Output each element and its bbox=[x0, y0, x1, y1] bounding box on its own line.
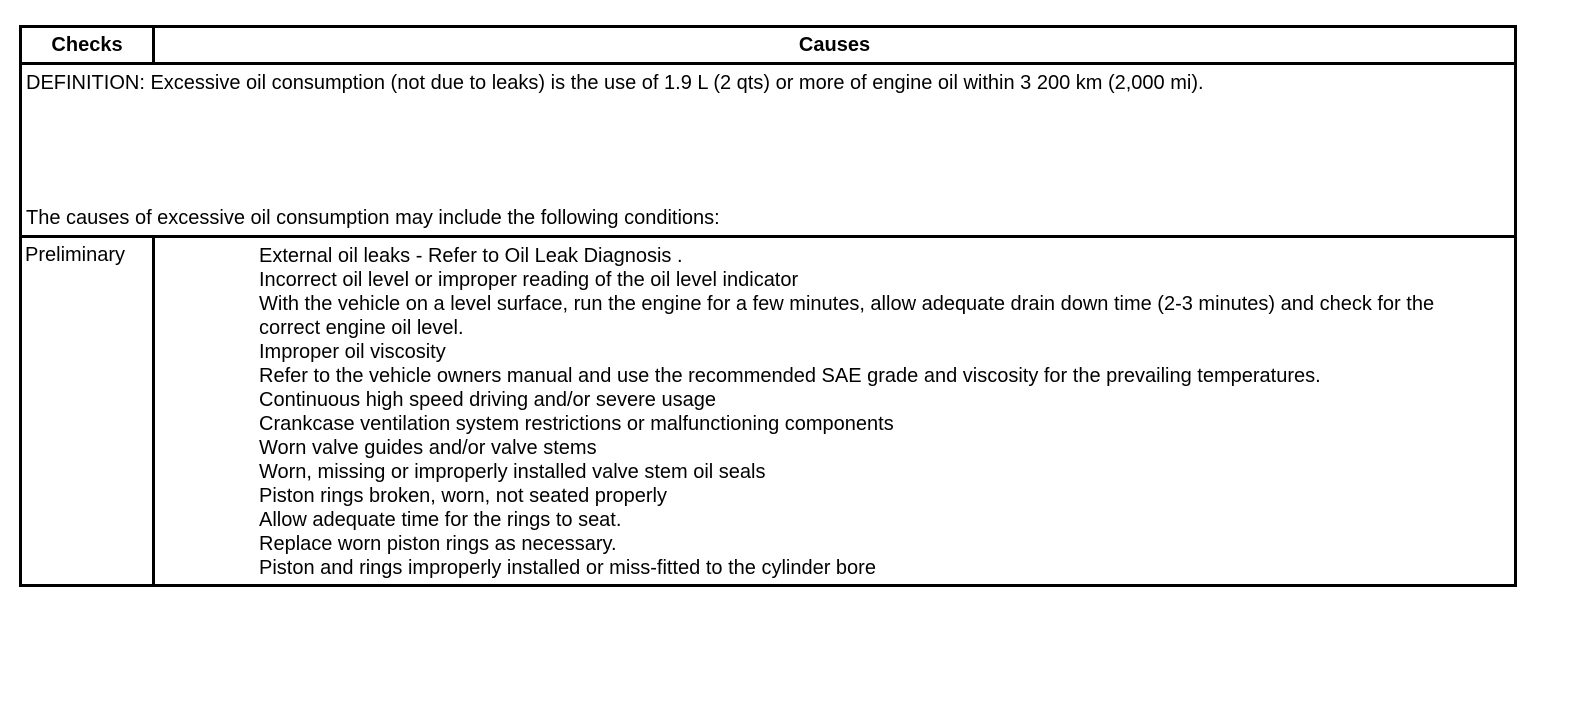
list-item: Refer to the vehicle owners manual and use the recommended SAE grade and viscosity for the prevailing temperatures. bbox=[259, 365, 1321, 387]
definition-cell bbox=[21, 64, 1516, 237]
checks-header: Checks bbox=[21, 27, 154, 64]
list-item: Continuous high speed driving and/or severe usage bbox=[259, 389, 716, 411]
list-item: Allow adequate time for the rings to seat. bbox=[259, 509, 622, 531]
list-item: Incorrect oil level or improper reading of the oil level indicator bbox=[259, 269, 799, 291]
table-row bbox=[21, 237, 1516, 586]
list-item: Crankcase ventilation system restrictions or malfunctioning components bbox=[259, 413, 894, 435]
list-item: With the vehicle on a level surface, run the engine for a few minutes, allow adequate drain down time (2-3 minutes) and check for the correct engine oil level. bbox=[259, 293, 1435, 339]
causes-cell bbox=[154, 237, 1516, 586]
definition-text: DEFINITION: Excessive oil consumption (not due to leaks) is the use of 1.9 L (2 qts) or more of engine oil within 3 200 km (2,000 mi). bbox=[26, 72, 1204, 94]
cause-list bbox=[155, 238, 1514, 584]
check-label: Preliminary bbox=[25, 244, 126, 266]
list-item: Replace worn piston rings as necessary. bbox=[259, 533, 617, 555]
list-item: Worn, missing or improperly installed valve stem oil seals bbox=[259, 461, 766, 483]
causes-intro-text: The causes of excessive oil consumption may include the following conditions: bbox=[26, 207, 720, 229]
definition-row bbox=[21, 64, 1516, 237]
causes-header: Causes bbox=[154, 27, 1516, 64]
list-item: Improper oil viscosity bbox=[259, 341, 446, 363]
check-cell bbox=[21, 237, 154, 586]
list-item: Worn valve guides and/or valve stems bbox=[259, 437, 597, 459]
diagnosis-table bbox=[19, 25, 1517, 587]
list-item: Piston rings broken, worn, not seated properly bbox=[259, 485, 667, 507]
list-item: Piston and rings improperly installed or miss-fitted to the cylinder bore bbox=[259, 557, 876, 579]
table-header-row bbox=[21, 27, 1516, 64]
list-item: External oil leaks - Refer to Oil Leak Diagnosis . bbox=[259, 245, 683, 267]
